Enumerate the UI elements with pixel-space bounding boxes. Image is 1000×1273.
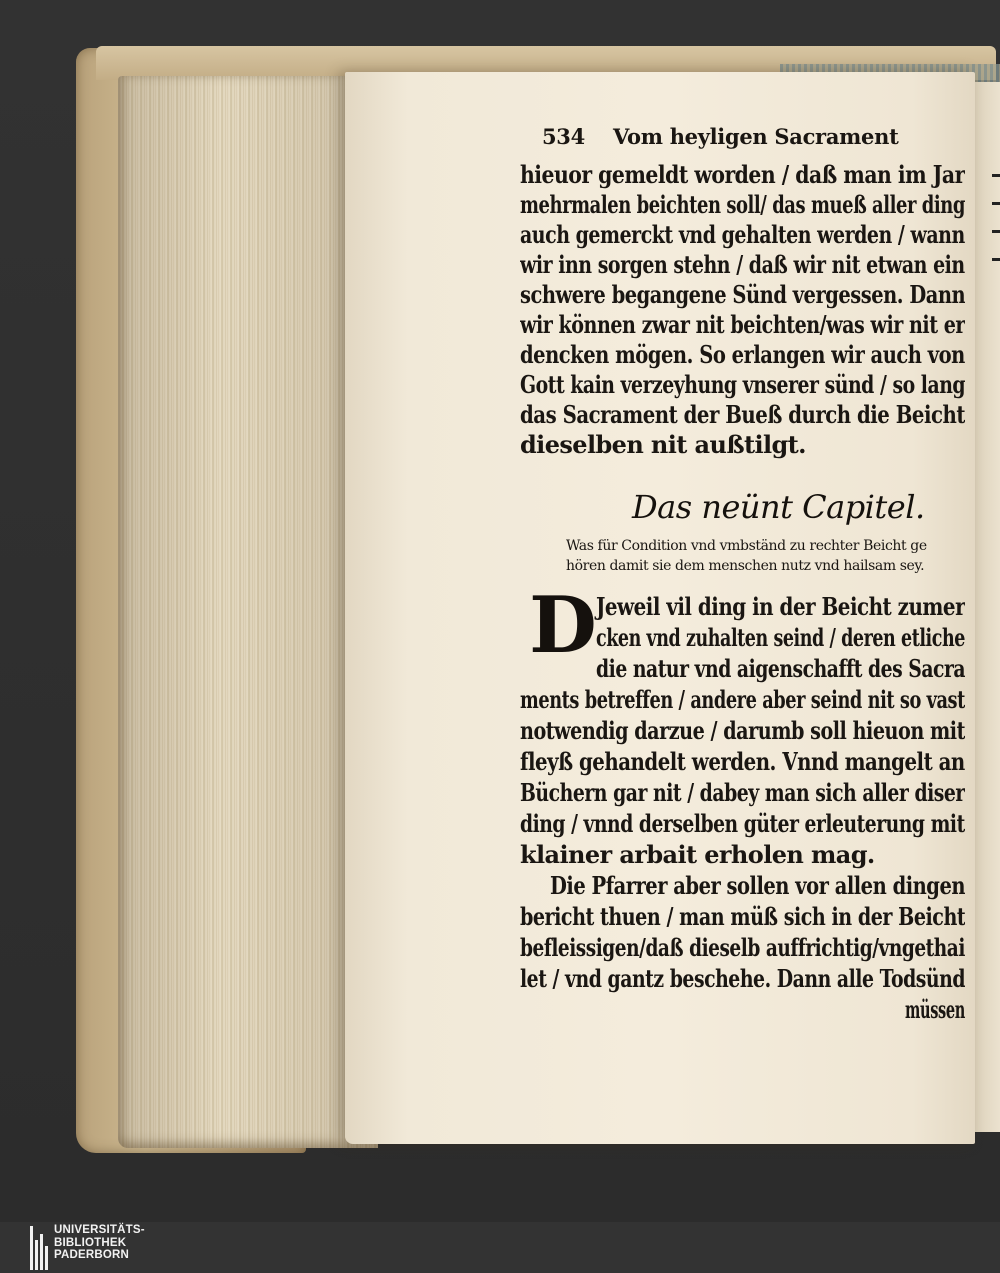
page-number: 534 (542, 124, 585, 149)
text-line: fleyß gehandelt werden. Vnnd mangelt an (520, 747, 965, 776)
text-line: notwendig darzue / darumb soll hieuon mit (520, 716, 965, 745)
next-page-mark (992, 174, 1000, 177)
text-line: das Sacrament der Bueß durch die Beicht (520, 400, 965, 429)
footer-bar (0, 1222, 1000, 1273)
text-line: mehrmalen beichten soll/ das mueß aller ding (520, 190, 965, 219)
text-line: ding / vnnd derselben güter erleuterung mit (520, 809, 965, 838)
text-line: Büchern gar nit / dabey man sich aller diser (520, 778, 965, 807)
text-line: die natur vnd aigenschafft des Sacra (596, 654, 965, 683)
next-page-mark (992, 202, 1000, 205)
catchword: müssen (905, 995, 965, 1024)
text-line: hieuor gemeldt worden / daß man im Jar (520, 160, 965, 189)
text-line: Gott kain verzeyhung vnserer sünd / so lang (520, 370, 965, 399)
logo-line: UNIVERSITÄTS- (54, 1224, 145, 1236)
text-line: befleissigen/daß dieselb auffrichtig/vngethai (520, 933, 965, 962)
running-head (542, 124, 898, 149)
text-line: auch gemerckt vnd gehalten werden / wann (520, 220, 965, 249)
next-page-mark (992, 258, 1000, 261)
text-line: dencken mögen. So erlangen wir auch von (520, 340, 965, 369)
library-logo-text (54, 1224, 145, 1262)
running-title: Vom heyligen Sacrament (612, 124, 899, 149)
text-line: klainer arbait erholen mag. (520, 840, 875, 869)
text-line: cken vnd zuhalten seind / deren etliche (596, 623, 965, 652)
text-line: let / vnd gantz beschehe. Dann alle Todsünd (520, 964, 965, 993)
text-line: schwere begangene Sünd vergessen. Dann (520, 280, 965, 309)
decorated-initial: D (529, 580, 597, 671)
text-line: ments betreffen / andere aber seind nit so vast (520, 685, 965, 714)
page-block-shade (118, 76, 378, 1148)
logo-line: BIBLIOTHEK (54, 1236, 127, 1249)
next-page-mark (992, 230, 1000, 233)
body-text-top (520, 160, 965, 470)
text-line: Jeweil vil ding in der Beicht zumer (596, 592, 965, 621)
chapter-summary-line: Was für Condition vnd vmbständ zu rechter Beicht ge (566, 538, 927, 554)
chapter-heading: Das neünt Capitel. (632, 488, 925, 526)
logo-line: PADERBORN (54, 1249, 130, 1261)
text-line: dieselben nit außtilgt. (520, 430, 806, 459)
library-logo-icon (30, 1226, 50, 1270)
chapter-summary-line: hören damit sie dem menschen nutz vnd hailsam sey. (566, 558, 925, 574)
text-line: wir können zwar nit beichten/was wir nit er (520, 310, 965, 339)
text-line: wir inn sorgen stehn / daß wir nit etwan ein (520, 250, 965, 279)
text-line: Die Pfarrer aber sollen vor allen dingen (550, 871, 965, 900)
body-text-bottom (520, 580, 965, 1032)
text-line: bericht thuen / man müß sich in der Beicht (520, 902, 965, 931)
